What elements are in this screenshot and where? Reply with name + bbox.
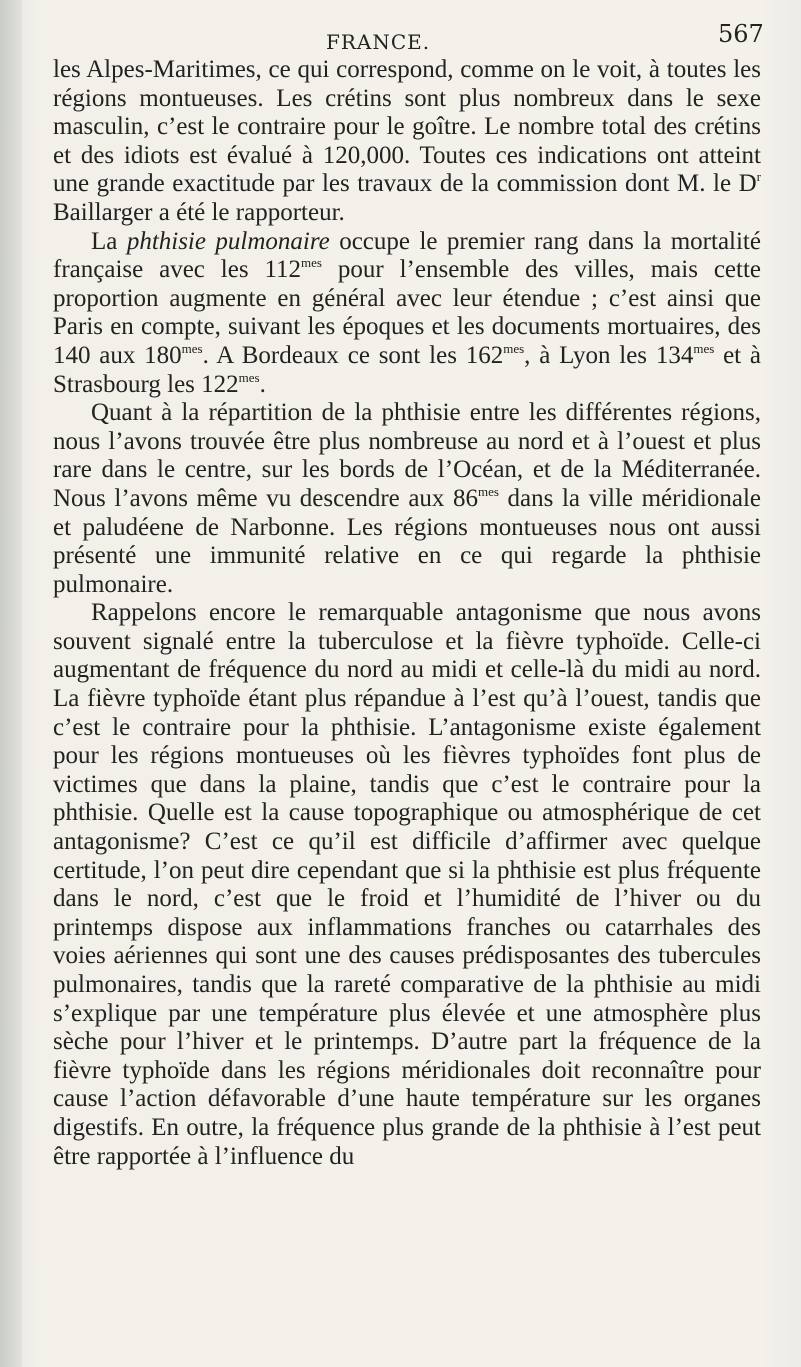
text-run: Baillarger a été le rapporteur.	[53, 198, 345, 226]
italic-term: phthisie pulmonaire	[126, 227, 330, 255]
text-run: Rappelons encore le remarquable antagonisme que nous avons souvent signalé entre la tuberculose et la fièvre typhoïde. Celle-ci augmentant de fréquence du nord au midi et celle-là du midi au nord. La fièvre typhoïde étant plus répandue à l’est qu’à l’ouest, tandis que c’est le contraire pour la phthisie. L’antagonisme existe également pour les régions montueuses où les fièvres typhoïdes font plus de victimes que dans la plaine, tandis que c’est le contraire pour la phthisie. Quelle est la cause topographique ou atmosphérique de cet antagonisme? C’est ce qu’il est difficile d’affirmer avec quelque certitude, l’on peut dire cependant que si la phthisie est plus fréquente dans le nord, c’est que le froid et l’humidité de l’hiver ou du printemps dispose aux inflammations franches ou catarrhales des voies aériennes qui sont une des causes prédisposantes des tubercules pulmonaires, tandis que la rareté comparative de la phthisie au midi s’explique par une température plus élevée et une atmosphère plus sèche pour l’hiver et le printemps. D’autre part la fréquence de la fièvre typhoïde dans les régions méridionales doit reconnaître pour cause l’action défavorable d’une haute température sur les organes digestifs. En outre, la fréquence plus grande de la phthisie à l’est peut être rapportée à l’influence du	[53, 599, 761, 1170]
paragraph-4	[53, 599, 761, 1171]
superscript: mes	[238, 369, 260, 385]
superscript: r	[756, 169, 761, 185]
superscript: mes	[181, 340, 203, 356]
text-run: La	[91, 227, 127, 255]
page-number: 567	[718, 20, 764, 48]
text-run: dans la ville méridionale et paludéene de Narbonne. Les régions montueuses nous ont aussi présenté une immunité relative en ce qui regarde la phthisie pulmonaire.	[53, 484, 762, 598]
text-run: . A Bordeaux ce sont les 162	[202, 341, 504, 369]
page-header	[0, 20, 801, 60]
superscript: mes	[301, 255, 322, 271]
superscript: mes	[503, 340, 525, 356]
text-run: , à Lyon les 134	[524, 341, 694, 369]
text-run: .	[259, 370, 266, 398]
paragraph-3	[53, 399, 761, 599]
text-run: pour l’ensemble des villes, mais cette proportion augmente en général avec leur étendue ; c’est ainsi que Paris en compte, suivant les époques et les documents mortuaires, des 140 aux 180	[53, 256, 761, 369]
paragraph-1	[53, 56, 761, 228]
body-text	[53, 56, 761, 1171]
text-run: et à Strasbourg les 122	[53, 341, 761, 398]
text-run: Quant à la répartition de la phthisie entre les différentes régions, nous l’avons trouvée être plus nombreuse au nord et à l’ouest et plus rare dans le centre, sur les bords de l’Océan, et de la Méditerranée. Nous l’avons même vu descendre aux 86	[53, 399, 761, 512]
paragraph-2	[53, 228, 761, 400]
superscript: mes	[478, 483, 499, 499]
text-run: les Alpes-Maritimes, ce qui correspond, comme on le voit, à toutes les régions montueuses. Les crétins sont plus nombreux dans le sexe masculin, c’est le contraire pour le goître. Le nombre total des crétins et des idiots est évalué à 120,000. Toutes ces indications ont atteint une grande exactitude par les travaux de la commission dont M. le D	[53, 56, 761, 198]
running-title: FRANCE.	[326, 30, 431, 54]
binding-margin	[0, 0, 22, 1367]
text-run: occupe le premier rang dans la mortalité française avec les 112	[53, 227, 761, 284]
superscript: mes	[693, 340, 715, 356]
